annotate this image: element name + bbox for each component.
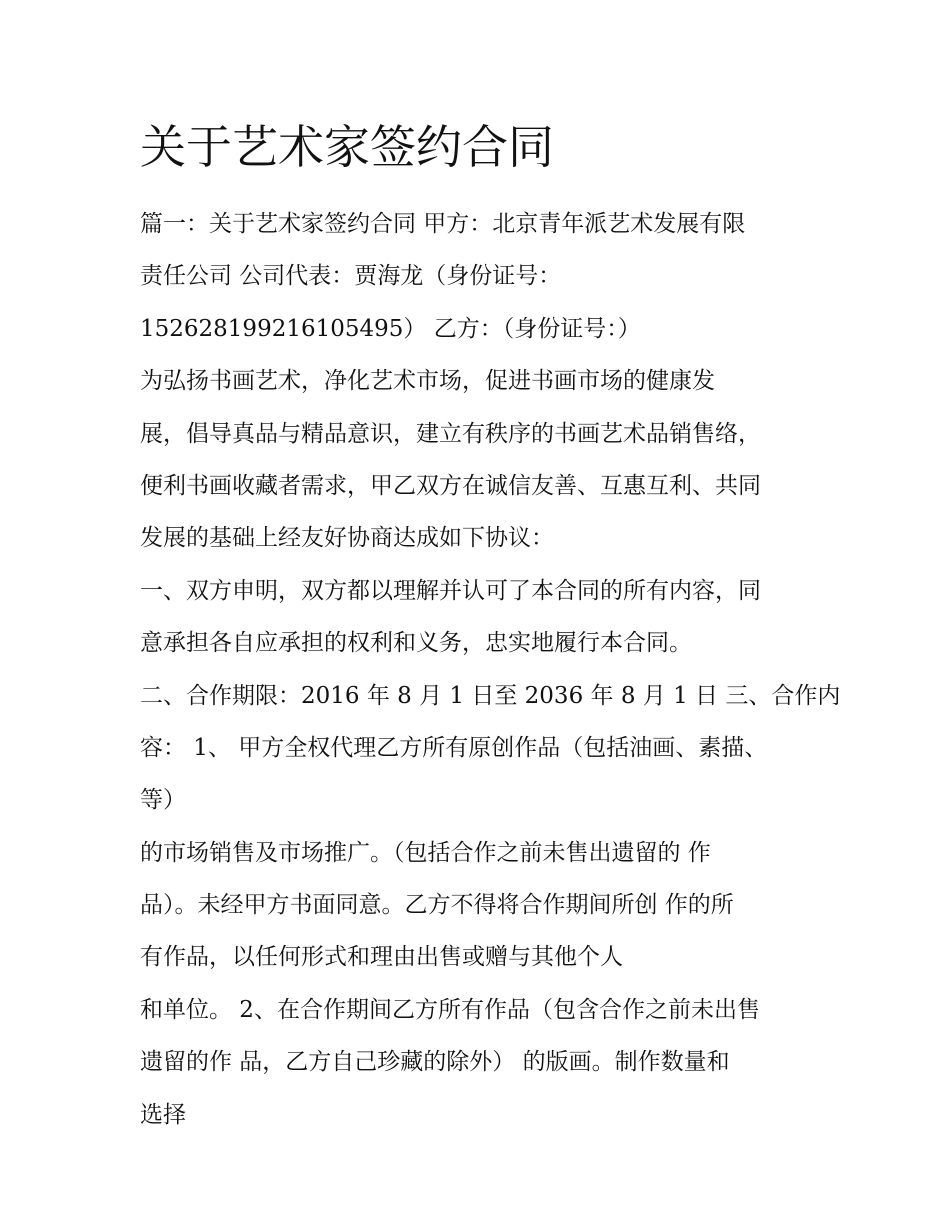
body-line: 一、双方申明，双方都以理解并认可了本合同的所有内容，同 <box>140 577 761 604</box>
body-line: 选择 <box>140 1101 186 1128</box>
body-line: 篇一：关于艺术家签约合同 甲方：北京青年派艺术发展有限 <box>140 211 746 237</box>
body-line: 意承担各自应承担的权利和义务，忠实地履行本合同。 <box>140 630 692 657</box>
body-line: 为弘扬书画艺术，净化艺术市场，促进书画市场的健康发 <box>140 368 715 395</box>
body-line: 和单位。 2、在合作期间乙方所有作品（包含合作之前未出售 <box>140 996 760 1023</box>
body-line: 的市场销售及市场推广。（包括合作之前未售出遗留的 作 <box>140 839 711 866</box>
body-line: 便利书画收藏者需求，甲乙双方在诚信友善、互惠互利、共同 <box>140 472 761 499</box>
body-line: 发展的基础上经友好协商达成如下协议： <box>140 525 554 552</box>
body-line: 容： 1、 甲方全权代理乙方所有原创作品（包括油画、素描、 <box>140 734 768 761</box>
body-line: 遗留的作 品，乙方自己珍藏的除外） 的版画。制作数量和 <box>140 1049 730 1076</box>
body-line: 有作品，以任何形式和理由出售或赠与其他个人 <box>140 944 623 971</box>
document-body <box>140 198 841 1141</box>
body-line: 152628199216105495） 乙方：（身份证号：） <box>140 315 641 342</box>
document-title: 关于艺术家签约合同 <box>140 120 554 174</box>
body-line: 展，倡导真品与精品意识，建立有秩序的书画艺术品销售络， <box>140 420 761 447</box>
body-line: 二、合作期限：2016 年 8 月 1 日至 2036 年 8 月 1 日 三、合作内 <box>140 682 841 709</box>
body-line: 品）。未经甲方书面同意。乙方不得将合作期间所创 作的所 <box>140 892 734 919</box>
body-line: 等） <box>140 787 186 814</box>
body-line: 责任公司 公司代表：贾海龙（身份证号： <box>140 263 562 290</box>
